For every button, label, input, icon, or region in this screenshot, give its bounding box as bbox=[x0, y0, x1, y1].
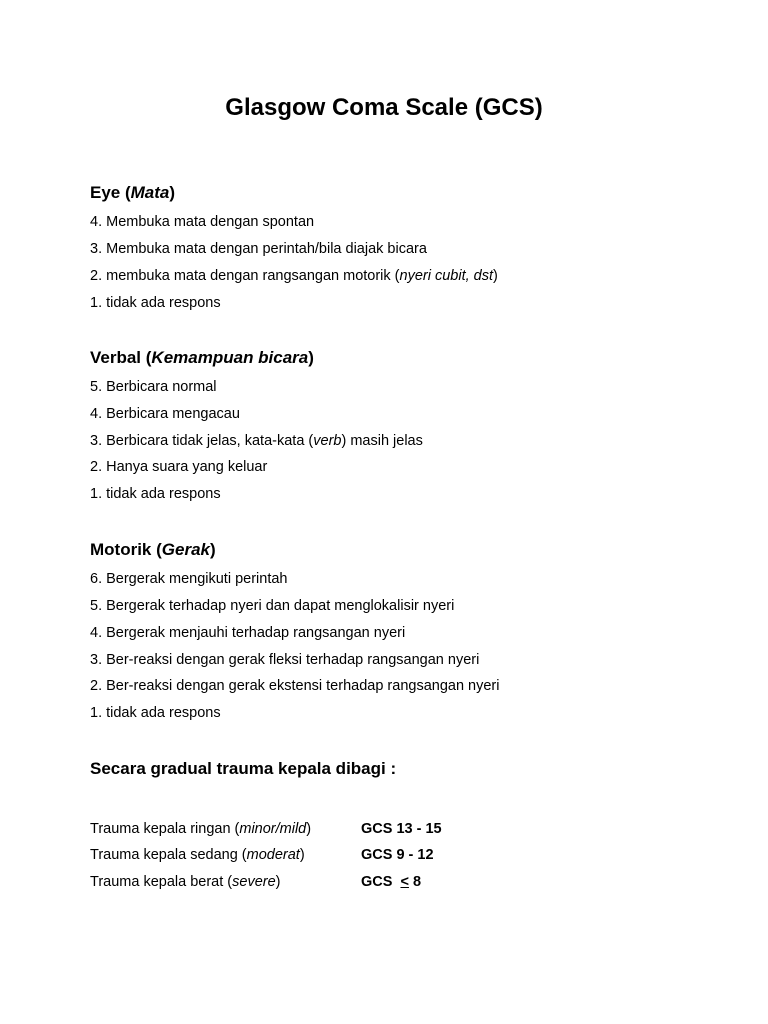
verbal-item-1: 1. tidak ada respons bbox=[90, 486, 221, 502]
verbal-item-3-text: 3. Berbicara tidak jelas, kata-kata ( bbox=[90, 433, 314, 449]
trauma-row-moderate-gcs: GCS 9 - 12 bbox=[361, 847, 434, 863]
eye-heading-text: Eye ( bbox=[90, 183, 131, 202]
eye-item-2-close: ) bbox=[493, 268, 498, 284]
verbal-heading-italic: Kemampuan bicara bbox=[151, 348, 309, 367]
verbal-heading-text: Verbal ( bbox=[90, 348, 152, 367]
eye-item-3: 3. Membuka mata dengan perintah/bila diajak bicara bbox=[90, 241, 427, 257]
trauma-row-severe-gcs bbox=[361, 872, 421, 892]
trauma-row-moderate-italic: moderat bbox=[246, 847, 300, 863]
trauma-row-severe-gcs-suffix: 8 bbox=[408, 874, 422, 890]
eye-item-4: 4. Membuka mata dengan spontan bbox=[90, 214, 315, 230]
trauma-row-moderate-label bbox=[90, 845, 305, 865]
verbal-item-3-italic: verb bbox=[313, 433, 342, 449]
motorik-item-6: 6. Bergerak mengikuti perintah bbox=[90, 571, 288, 587]
trauma-row-mild-italic: minor/mild bbox=[239, 821, 307, 837]
trauma-row-moderate bbox=[90, 845, 490, 865]
trauma-row-mild-label bbox=[90, 819, 311, 839]
trauma-row-severe-close: ) bbox=[275, 874, 281, 890]
eye-item-2-italic: nyeri cubit, dst bbox=[399, 268, 494, 284]
trauma-row-mild bbox=[90, 819, 490, 839]
trauma-row-moderate-close: ) bbox=[299, 847, 305, 863]
motorik-item-5: 5. Bergerak terhadap nyeri dan dapat menglokalisir nyeri bbox=[90, 598, 455, 614]
trauma-row-severe-gcs-prefix: GCS bbox=[361, 874, 401, 890]
motorik-item-4: 4. Bergerak menjauhi terhadap rangsangan nyeri bbox=[90, 625, 406, 641]
trauma-row-mild-text: Trauma kepala ringan ( bbox=[90, 821, 240, 837]
motorik-heading-italic: Gerak bbox=[161, 540, 210, 559]
page-title: Glasgow Coma Scale (GCS) bbox=[225, 94, 543, 121]
verbal-item-5: 5. Berbicara normal bbox=[90, 379, 217, 395]
motorik-item-3: 3. Ber-reaksi dengan gerak fleksi terhadap rangsangan nyeri bbox=[90, 652, 480, 668]
trauma-row-mild-close: ) bbox=[306, 821, 312, 837]
motorik-heading-close: ) bbox=[209, 540, 216, 559]
trauma-row-severe-italic: severe bbox=[232, 874, 276, 890]
trauma-row-severe-text: Trauma kepala berat ( bbox=[90, 874, 233, 890]
verbal-item-3 bbox=[90, 431, 423, 451]
trauma-heading: Secara gradual trauma kepala dibagi : bbox=[90, 759, 397, 778]
verbal-section-heading bbox=[90, 347, 314, 369]
eye-section-heading bbox=[90, 182, 175, 204]
eye-item-1: 1. tidak ada respons bbox=[90, 295, 221, 311]
eye-item-2-text: 2. membuka mata dengan rangsangan motorik ( bbox=[90, 268, 400, 284]
motorik-section-heading bbox=[90, 539, 216, 561]
trauma-row-mild-gcs: GCS 13 - 15 bbox=[361, 821, 442, 837]
verbal-item-2: 2. Hanya suara yang keluar bbox=[90, 459, 268, 475]
verbal-item-4: 4. Berbicara mengacau bbox=[90, 406, 240, 422]
eye-heading-italic: Mata bbox=[130, 183, 170, 202]
eye-heading-close: ) bbox=[169, 183, 176, 202]
motorik-item-2: 2. Ber-reaksi dengan gerak ekstensi terhadap rangsangan nyeri bbox=[90, 678, 500, 694]
verbal-heading-close: ) bbox=[308, 348, 314, 367]
verbal-item-3-post: ) masih jelas bbox=[341, 433, 423, 449]
trauma-row-severe bbox=[90, 872, 490, 892]
motorik-heading-text: Motorik ( bbox=[90, 540, 162, 559]
trauma-row-severe-label bbox=[90, 872, 281, 892]
motorik-item-1: 1. tidak ada respons bbox=[90, 705, 221, 721]
eye-item-2 bbox=[90, 266, 498, 286]
less-or-equal-symbol: < bbox=[400, 874, 409, 890]
trauma-row-moderate-text: Trauma kepala sedang ( bbox=[90, 847, 247, 863]
